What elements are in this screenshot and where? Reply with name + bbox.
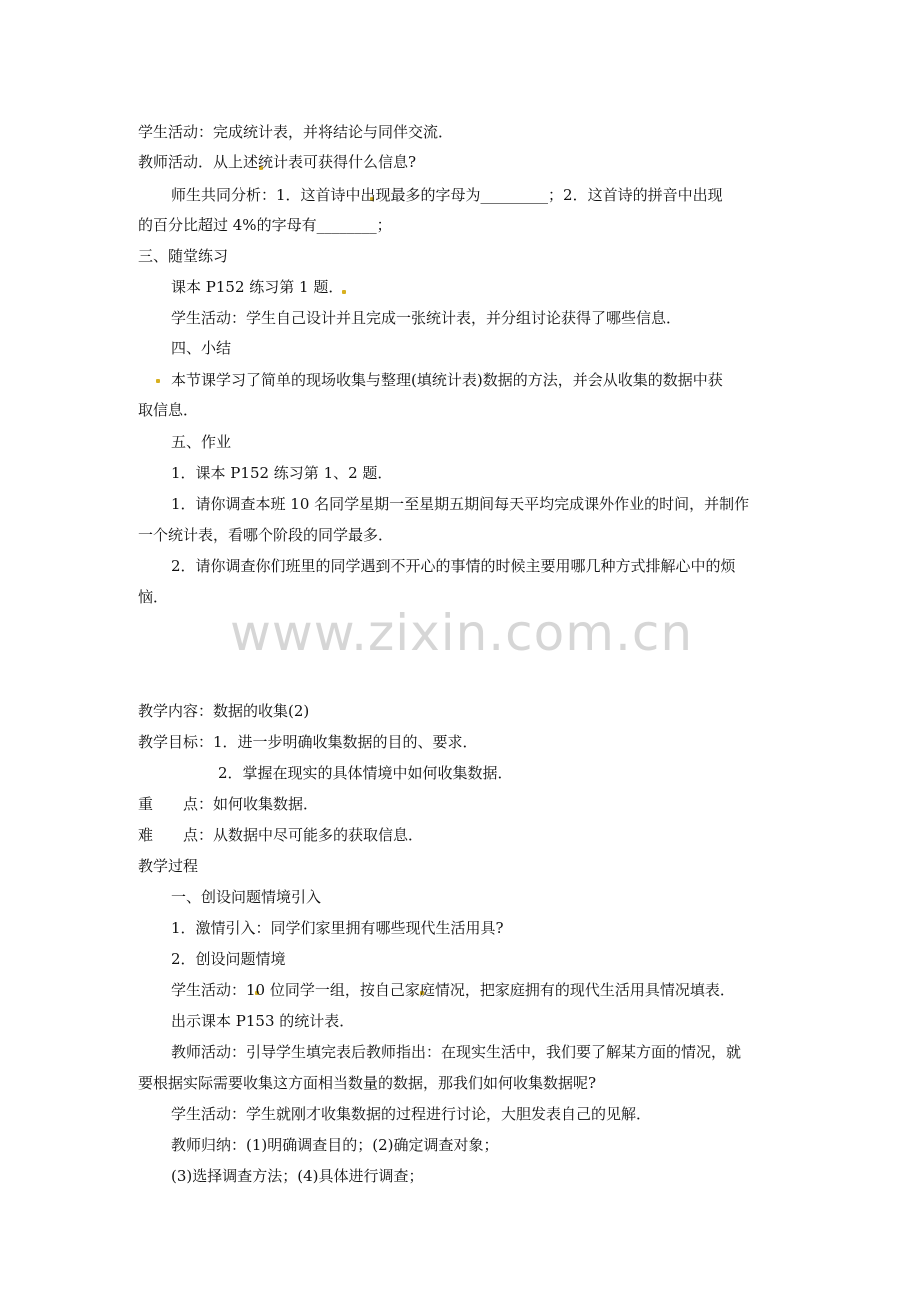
text-line: 难 点：从数据中尽可能多的获取信息． xyxy=(138,826,424,844)
text-line: 2．创设问题情境 xyxy=(171,950,286,968)
text-line: 重 点：如何收集数据． xyxy=(138,795,319,813)
text-line: (3)选择调查方法；(4)具体进行调查； xyxy=(171,1167,424,1185)
section-heading: 五、作业 xyxy=(171,433,232,451)
text-line: 1．课本 P152 练习第 1、2 题． xyxy=(171,464,393,482)
section-heading: 四、小结 xyxy=(171,339,232,357)
text-line: 1．请你调查本班 10 名同学星期一至星期五期间每天平均完成课外作业的时间，并制作 xyxy=(171,495,750,513)
text-line: 教学目标：1．进一步明确收集数据的目的、要求． xyxy=(138,733,478,751)
text-line: 取信息． xyxy=(138,401,199,419)
text-line: 的百分比超过 4%的字母有________； xyxy=(138,216,392,234)
text-line: 教师活动．从上述统计表可获得什么信息? xyxy=(138,153,417,171)
text-line: 学生活动：学生就刚才收集数据的过程进行讨论，大胆发表自己的见解． xyxy=(171,1105,652,1123)
text-line: 学生活动：10 位同学一组，按自己家庭情况，把家庭拥有的现代生活用具情况填表． xyxy=(171,981,735,999)
text-line: 1．激情引入：同学们家里拥有哪些现代生活用具? xyxy=(171,919,504,937)
section-heading: 教学过程 xyxy=(138,857,199,875)
text-line: 2．请你调查你们班里的同学遇到不开心的事情的时候主要用哪几种方式排解心中的烦 xyxy=(171,557,736,575)
text-line: 课本 P152 练习第 1 题． xyxy=(171,278,344,296)
watermark: www.zixin.com.cn xyxy=(230,604,694,662)
section-heading: 一、创设问题情境引入 xyxy=(171,888,322,906)
text-line: 教师归纳：(1)明确调查目的；(2)确定调查对象； xyxy=(171,1136,499,1154)
text-line: 师生共同分析：1．这首诗中出现最多的字母为_________；2．这首诗的拼音中出现 xyxy=(171,186,723,204)
text-line: 一个统计表，看哪个阶段的同学最多． xyxy=(138,526,394,544)
text-line: 出示课本 P153 的统计表． xyxy=(171,1012,355,1030)
text-line: 学生活动：完成统计表，并将结论与同伴交流． xyxy=(138,123,454,141)
text-line: 2．掌握在现实的具体情境中如何收集数据． xyxy=(218,764,513,782)
text-line: 恼． xyxy=(138,588,169,606)
text-line: 本节课学习了简单的现场收集与整理(填统计表)数据的方法，并会从收集的数据中获 xyxy=(171,371,723,389)
text-line: 教学内容：数据的收集(2) xyxy=(138,702,310,720)
decoration-dot xyxy=(156,379,160,383)
text-line: 学生活动：学生自己设计并且完成一张统计表，并分组讨论获得了哪些信息． xyxy=(171,309,682,327)
text-line: 教师活动：引导学生填完表后教师指出：在现实生活中，我们要了解某方面的情况，就 xyxy=(171,1043,742,1061)
section-heading: 三、随堂练习 xyxy=(138,247,229,265)
text-line: 要根据实际需要收集这方面相当数量的数据，那我们如何收集数据呢? xyxy=(138,1074,597,1092)
